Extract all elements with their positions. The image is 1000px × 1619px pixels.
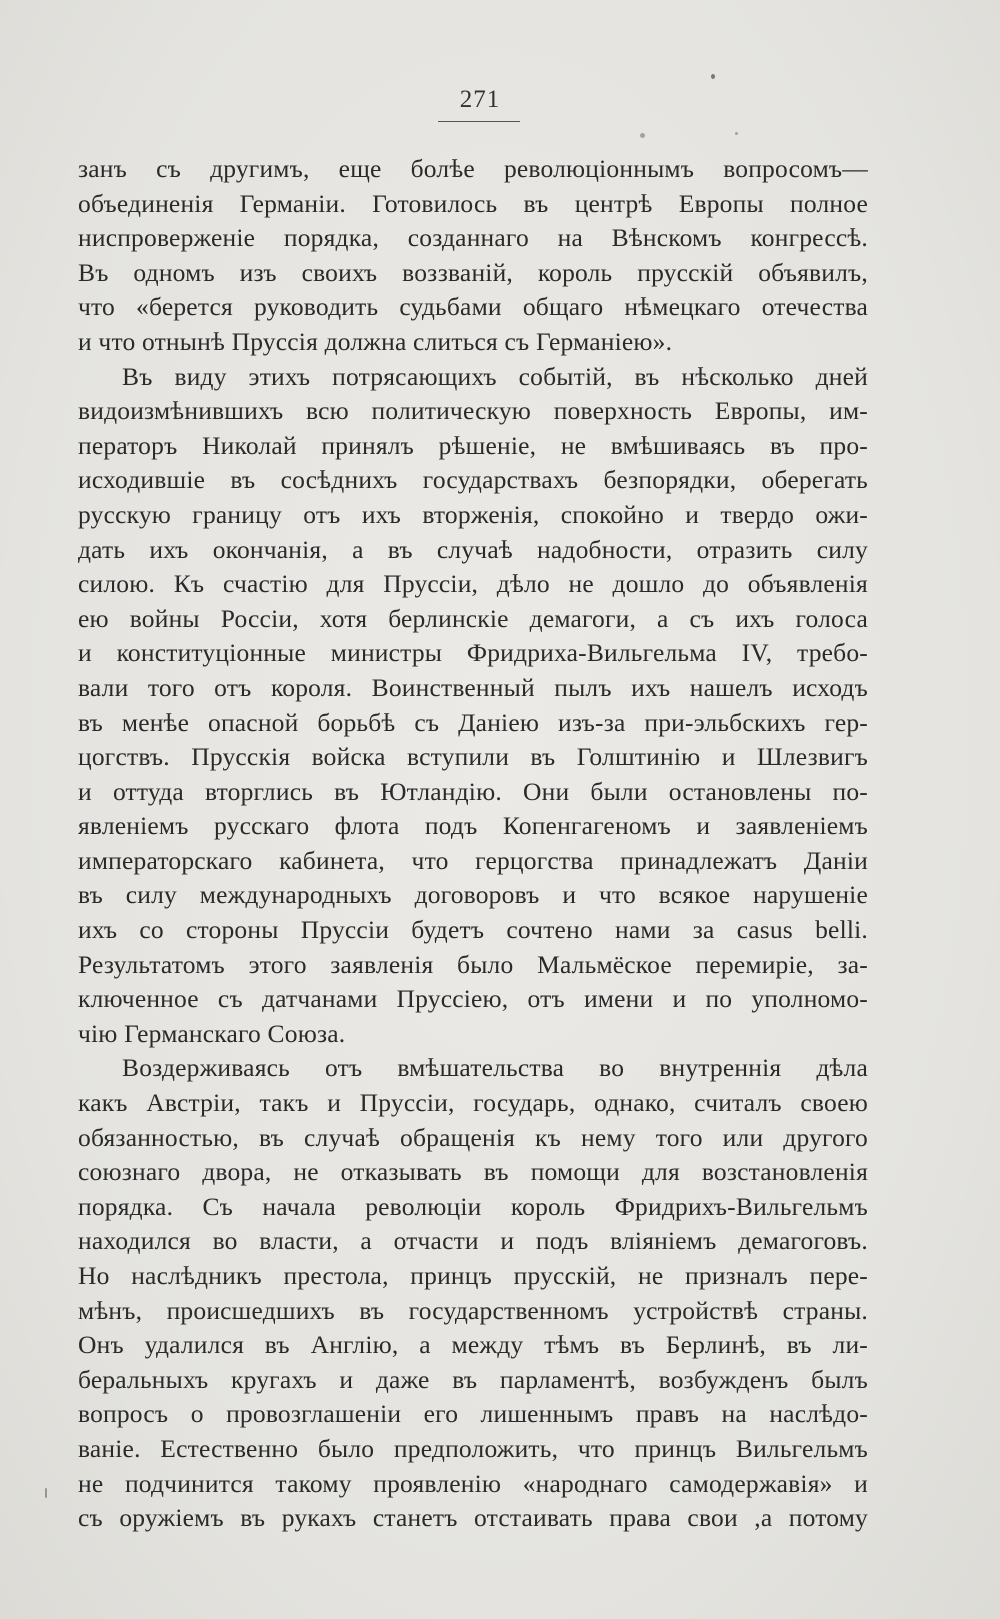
text-line: исходившіе въ сосѣднихъ государствахъ безпорядки, оберегать — [78, 465, 868, 495]
text-line: обязанностью, въ случаѣ обращенія къ нему того или другого — [78, 1122, 868, 1152]
text-line: Въ виду этихъ потрясающихъ событій, въ нѣсколько дней — [122, 361, 868, 391]
text-line: съ оружіемъ въ рукахъ станетъ отстаивать права свои ,а потому — [78, 1503, 868, 1533]
ink-speck — [45, 1488, 47, 1498]
ink-speck — [711, 74, 715, 79]
text-line: ниспроверженіе порядка, созданнаго на Вѣнскомъ конгрессѣ. — [78, 223, 868, 253]
page-number-rule — [438, 121, 520, 122]
text-line: Но наслѣдникъ престола, принцъ прусскій, не призналъ пере- — [78, 1261, 868, 1290]
paragraph-1 — [78, 152, 868, 360]
text-line: видоизмѣнившихъ всю политическую поверхность Европы, им- — [78, 396, 868, 426]
text-line: объединенія Германіи. Готовилось въ центрѣ Европы полное — [78, 188, 868, 218]
text-line: Результатомъ этого заявленія было Мальмёское перемиріе, за- — [78, 949, 868, 979]
text-line: находился во власти, а отчасти и подъ вліяніемъ демагоговъ. — [78, 1226, 868, 1256]
ink-speck — [640, 133, 645, 138]
text-line: дать ихъ окончанія, а въ случаѣ надобности, отразить силу — [78, 534, 868, 564]
text-line: Въ одномъ изъ своихъ воззваній, король прусскій объявилъ, — [78, 257, 868, 287]
text-line: цогствъ. Прусскія войска вступили въ Голштинію и Шлезвигъ — [78, 742, 868, 772]
text-line: русскую границу отъ ихъ вторженія, спокойно и твердо ожи- — [78, 499, 868, 529]
text-line: вопросъ о провозглашеніи его лишеннымъ правъ на наслѣдо- — [78, 1399, 868, 1429]
text-line: ператоръ Николай принялъ рѣшеніе, не вмѣшиваясь въ про- — [78, 430, 868, 460]
body-text — [78, 152, 868, 1536]
text-line: императорскаго кабинета, что герцогства принадлежатъ Даніи — [78, 845, 868, 875]
text-line: Воздерживаясь отъ вмѣшательства во внутреннія дѣла — [122, 1053, 868, 1083]
text-line: силою. Къ счастію для Пруссіи, дѣло не дошло до объявленія — [78, 569, 868, 599]
text-line: занъ съ другимъ, еще болѣе революціоннымъ вопросомъ— — [78, 154, 868, 183]
text-line: ею войны Россіи, хотя берлинскіе демагоги, а съ ихъ голоса — [78, 603, 868, 633]
text-line: и оттуда вторглись въ Ютландію. Они были остановлены по- — [78, 776, 868, 806]
text-line: союзнаго двора, не отказывать въ помощи для возстановленія — [78, 1157, 868, 1187]
page-number: 271 — [459, 86, 501, 113]
text-line: чію Германскаго Союза. — [78, 1018, 346, 1048]
text-line: порядка. Съ начала революціи король Фридрихъ-Вильгельмъ — [78, 1191, 868, 1221]
text-line: вали того отъ короля. Воинственный пылъ ихъ нашелъ исходъ — [78, 672, 868, 702]
text-line: явленіемъ русскаго флота подъ Копенгагеномъ и заявленіемъ — [78, 811, 868, 841]
text-line: и что отнынѣ Пруссія должна слиться съ Германіею». — [78, 326, 673, 356]
text-line: ваніе. Естественно было предположить, что принцъ Вильгельмъ — [78, 1433, 868, 1463]
paragraph-3 — [78, 1051, 868, 1535]
text-line: беральныхъ кругахъ и даже въ парламентѣ, возбужденъ былъ — [78, 1364, 868, 1394]
text-line: какъ Австріи, такъ и Пруссіи, государь, однако, считалъ своею — [78, 1088, 868, 1118]
text-line: и конституціонные министры Фридриха-Вильгельма IV, требо- — [78, 638, 868, 668]
ink-speck — [735, 132, 738, 135]
text-line: въ силу международныхъ договоровъ и что всякое нарушеніе — [78, 880, 868, 910]
text-line: въ менѣе опасной борьбѣ съ Даніею изъ-за при-эльбскихъ гер- — [78, 707, 868, 737]
paragraph-2 — [78, 360, 868, 1052]
text-line: что «берется руководить судьбами общаго нѣмецкаго отечества — [78, 292, 868, 322]
text-line: ключенное съ датчанами Пруссіею, отъ имени и по уполномо- — [78, 984, 868, 1014]
text-line: не подчинится такому проявленію «народнаго самодержавія» и — [78, 1468, 868, 1498]
text-line: ихъ со стороны Пруссіи будетъ сочтено нами за casus belli. — [78, 915, 868, 945]
text-line: мѣнъ, происшедшихъ въ государственномъ устройствѣ страны. — [78, 1295, 868, 1325]
text-line: Онъ удалился въ Англію, а между тѣмъ въ Берлинѣ, въ ли- — [78, 1330, 868, 1360]
